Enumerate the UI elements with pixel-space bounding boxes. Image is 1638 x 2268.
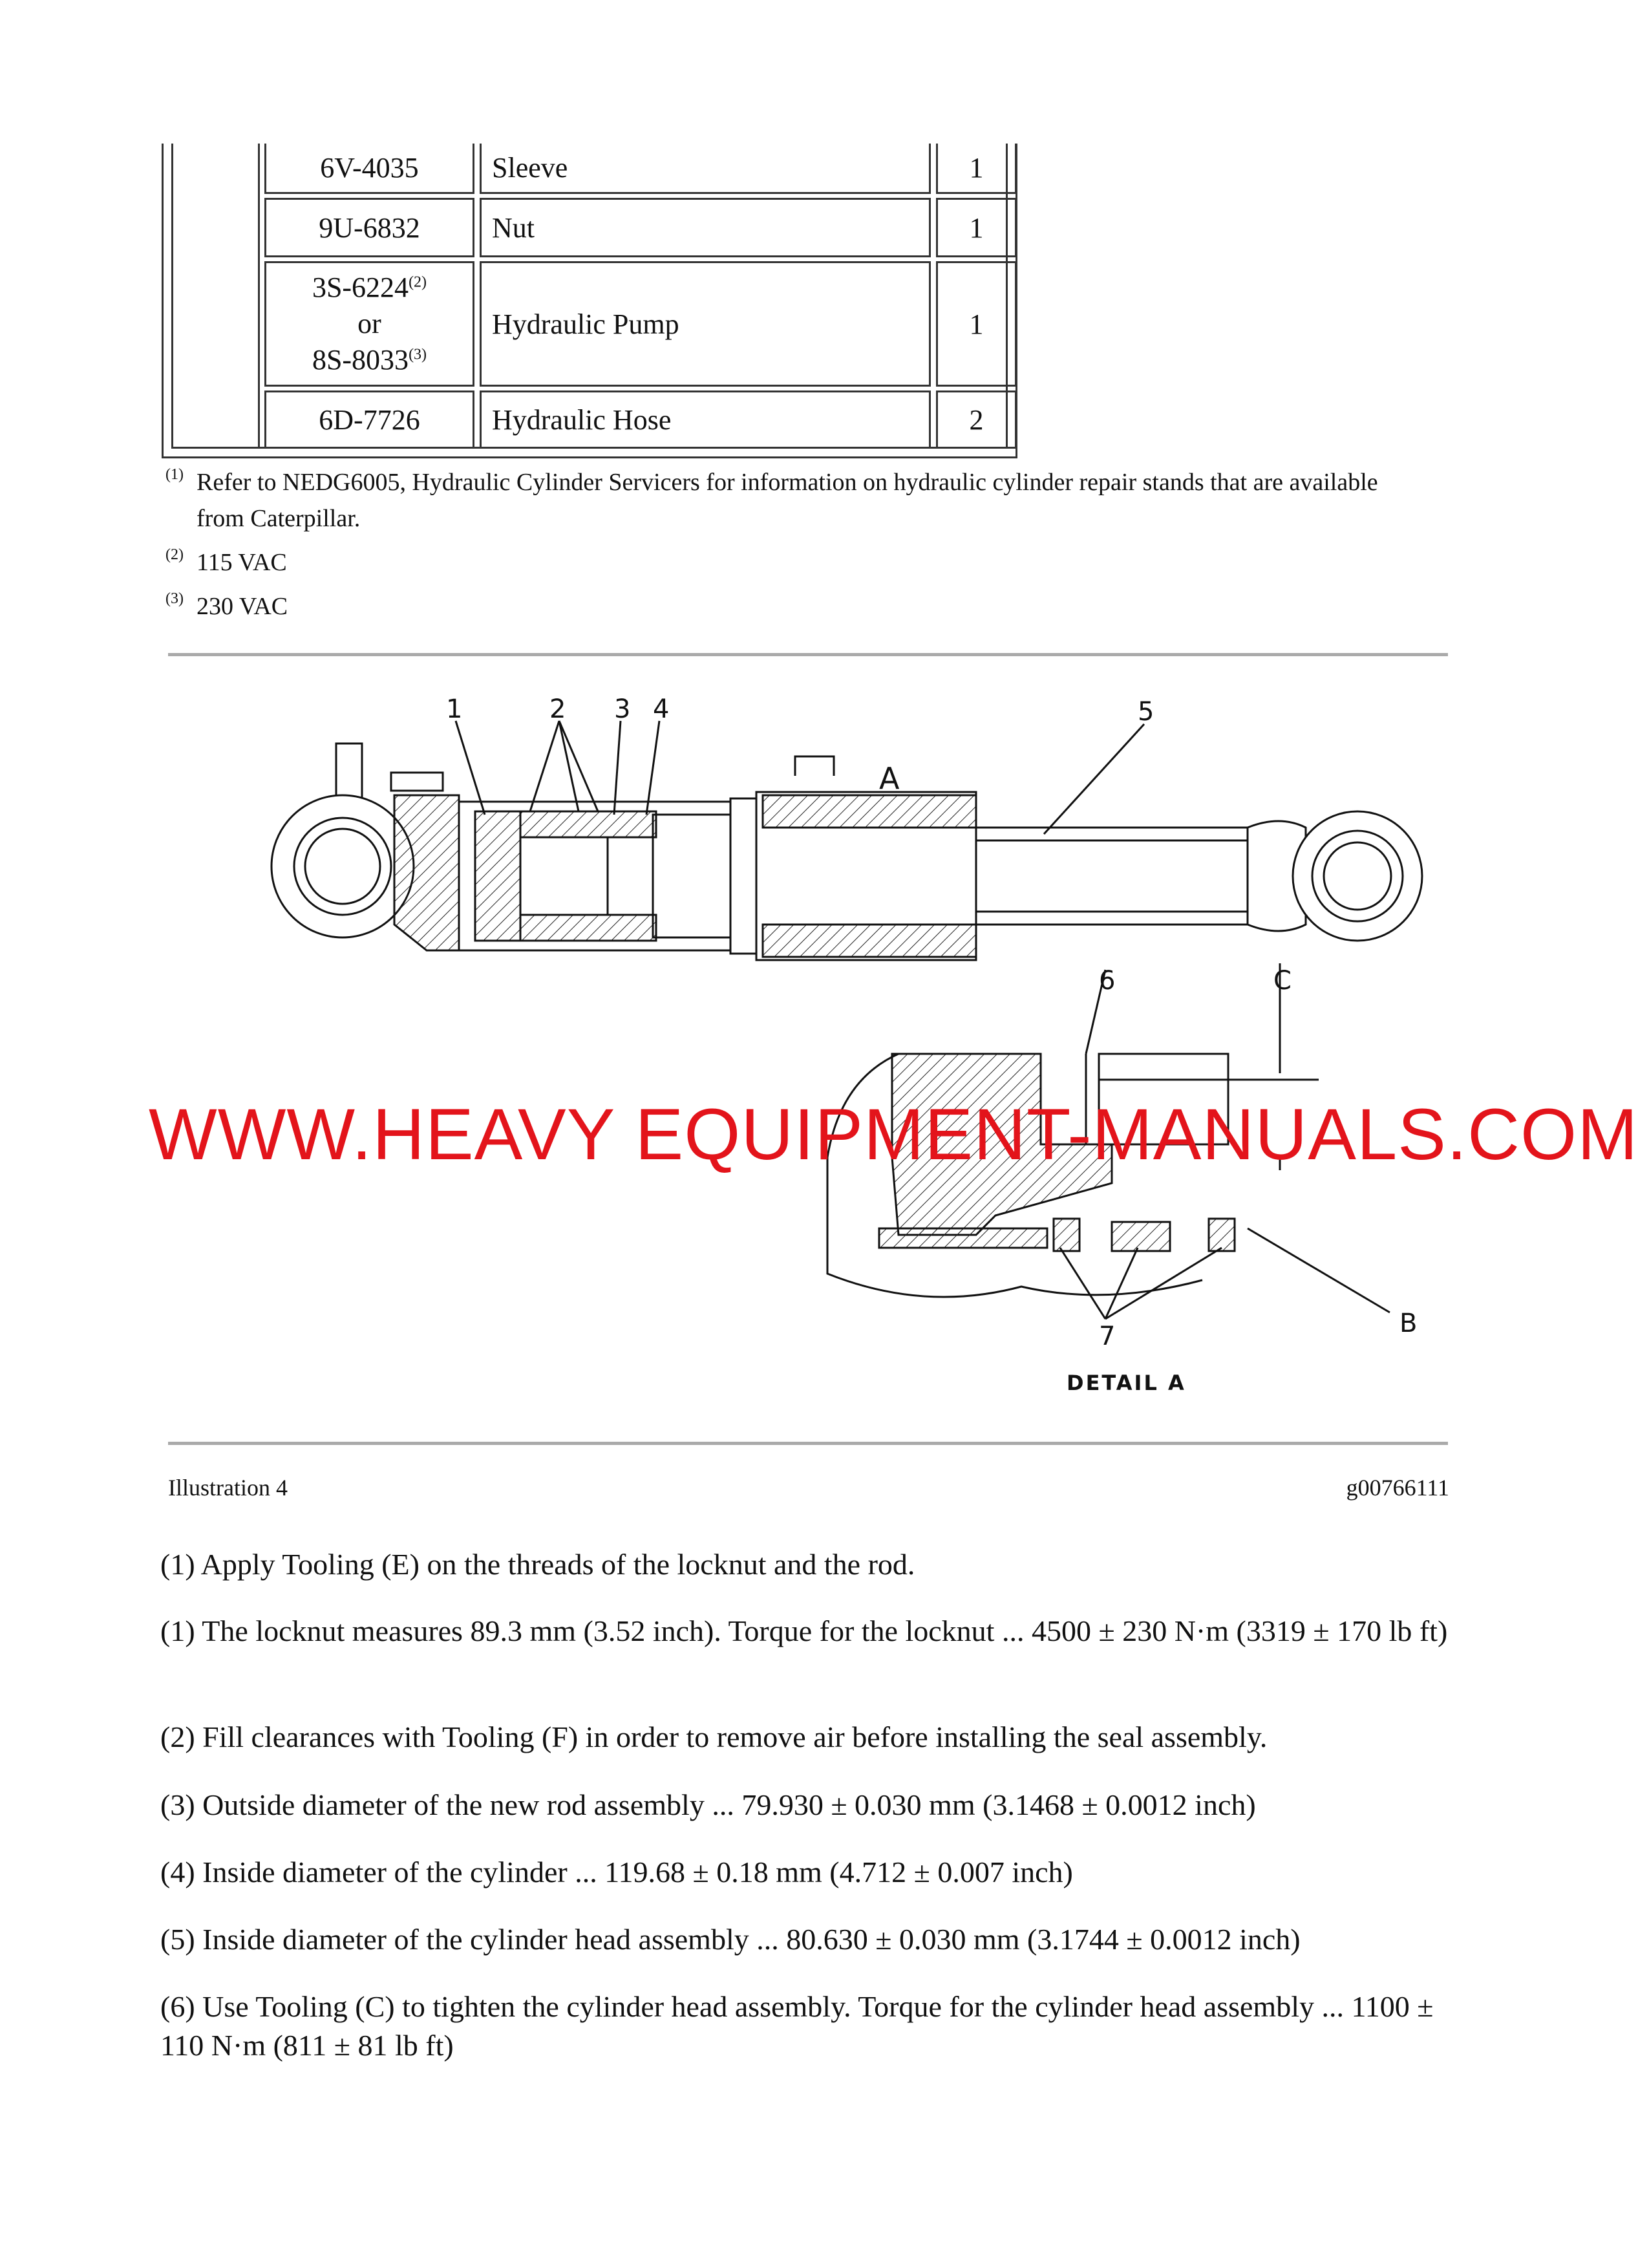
figure-bottom-rule — [168, 1442, 1448, 1445]
step-paragraph: (4) Inside diameter of the cylinder ... 119.68 ± 0.18 mm (4.712 ± 0.007 inch) — [160, 1856, 1073, 1888]
footnote-text: Refer to NEDG6005, Hydraulic Cylinder Servicers for information on hydraulic cylinder repair stands that are available from Caterpillar. — [197, 469, 1378, 532]
illustration-label: Illustration 4 — [168, 1475, 288, 1501]
footnote-1 — [165, 464, 1425, 537]
part-number: 6D-7726 — [264, 390, 474, 449]
step-paragraph: (1) The locknut measures 89.3 mm (3.52 inch). Torque for the locknut ... 4500 ± 230 N·m (3319 ± 170 lb ft) — [160, 1614, 1448, 1647]
callout-c: C — [1273, 966, 1292, 996]
footnote-marker: (3) — [165, 590, 184, 607]
callout-1: 1 — [446, 694, 463, 724]
callout-2: 2 — [549, 694, 566, 724]
step-paragraph: (1) Apply Tooling (E) on the threads of the locknut and the rod. — [160, 1548, 915, 1581]
part-description: Hydraulic Hose — [480, 390, 931, 449]
callout-a: A — [879, 761, 900, 796]
step-paragraph: (5) Inside diameter of the cylinder head assembly ... 80.630 ± 0.030 mm (3.1744 ± 0.0012 inch) — [160, 1923, 1301, 1956]
callout-4: 4 — [653, 694, 670, 724]
step-paragraph: (2) Fill clearances with Tooling (F) in order to remove air before installing the seal assembly. — [160, 1720, 1268, 1753]
footnote-3 — [165, 588, 1425, 625]
callout-3: 3 — [614, 694, 631, 724]
part-number — [264, 261, 474, 387]
part-quantity: 1 — [936, 261, 1017, 387]
part-quantity: 2 — [936, 390, 1017, 449]
figure-top-rule — [168, 653, 1448, 656]
step-paragraph: (3) Outside diameter of the new rod assembly ... 79.930 ± 0.030 mm (3.1468 ± 0.0012 inch) — [160, 1788, 1256, 1821]
part-number: 9U-6832 — [264, 198, 474, 257]
part-number: 6V-4035 — [264, 144, 474, 194]
step-paragraph: (6) Use Tooling (C) to tighten the cylinder head assembly. Torque for the cylinder head assembly ... 1100 ± 110 N·m (811 ± 81 lb ft) — [160, 1990, 1434, 2062]
callout-b: B — [1399, 1309, 1418, 1338]
part-number-a: 3S-6224 — [312, 272, 409, 303]
footnote-marker: (1) — [165, 466, 184, 483]
cylinder-illustration — [246, 666, 1418, 1416]
part-number-or: or — [357, 308, 381, 339]
part-description: Sleeve — [480, 144, 931, 194]
footnote-2 — [165, 544, 1425, 581]
part-number-b: 8S-8033 — [312, 344, 409, 376]
part-quantity: 1 — [936, 144, 1017, 194]
callout-6: 6 — [1099, 966, 1116, 996]
parts-table — [162, 144, 1017, 458]
callout-7: 7 — [1099, 1321, 1116, 1351]
footnote-ref: (3) — [409, 346, 427, 363]
part-description: Nut — [480, 198, 931, 257]
footnote-marker: (2) — [165, 546, 184, 563]
footnote-ref: (2) — [409, 273, 427, 291]
callout-5: 5 — [1138, 697, 1154, 727]
footnote-text: 230 VAC — [197, 593, 288, 620]
detail-label: DETAIL A — [1067, 1371, 1186, 1395]
part-quantity: 1 — [936, 198, 1017, 257]
table-border — [258, 144, 260, 449]
footnote-text: 115 VAC — [197, 549, 287, 576]
illustration-id: g00766111 — [1346, 1475, 1449, 1501]
part-description: Hydraulic Pump — [480, 261, 931, 387]
table-border — [171, 144, 173, 449]
watermark: WWW.HEAVY EQUIPMENT-MANUALS.COM — [149, 1094, 1638, 1175]
